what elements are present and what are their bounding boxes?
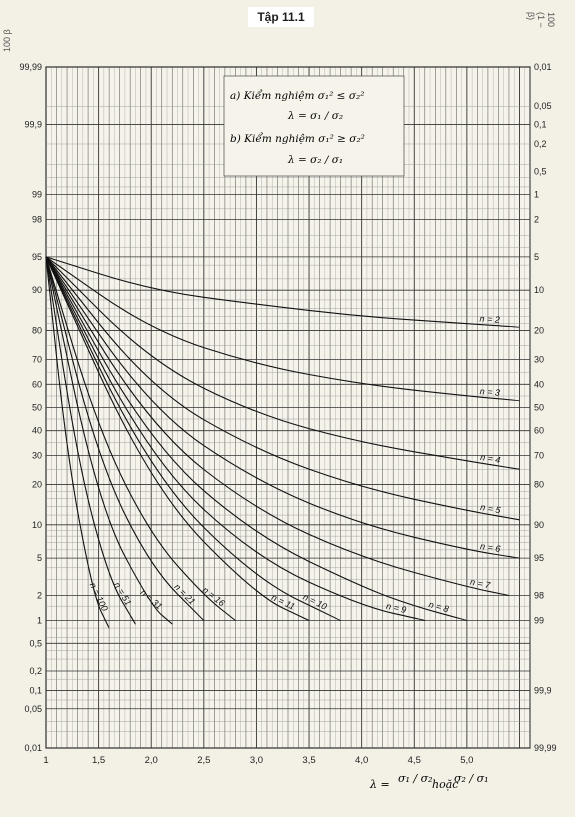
curve-label: n = 100 (87, 580, 110, 613)
curve-label: n = 21 (172, 581, 198, 607)
right-tick-label: 99,9 (534, 685, 552, 696)
left-tick-label: 0,01 (24, 743, 42, 753)
left-tick-label: 2 (36, 590, 42, 601)
x-axis-title (369, 772, 489, 791)
left-tick-label: 95 (31, 251, 42, 262)
curve-label: n = 16 (200, 584, 227, 609)
curve-label: n = 11 (269, 592, 297, 612)
curve-label: n = 8 (427, 599, 450, 615)
legend-line-a1: a) Kiểm nghiệm σ₁² ≤ σ₂² (230, 90, 365, 102)
left-tick-label: 0,5 (29, 638, 42, 649)
curve-label: n = 7 (469, 576, 492, 591)
left-tick-label: 90 (31, 285, 42, 296)
left-tick-label: 99,9 (24, 119, 42, 130)
right-tick-label: 0,01 (534, 62, 552, 72)
x-tick-label: 3,0 (249, 755, 264, 766)
left-tick-label: 20 (31, 479, 42, 490)
curve-label: n = 31 (138, 587, 165, 612)
legend-line-b2: λ = σ₂ / σ₁ (288, 154, 344, 166)
left-tick-label: 80 (31, 325, 42, 336)
left-tick-label: 70 (31, 354, 42, 365)
x-tick-label: 5,0 (460, 755, 474, 766)
left-tick-label: 40 (31, 425, 42, 436)
curve-label: n = 2 (479, 313, 501, 325)
right-tick-label: 98 (534, 590, 545, 601)
right-tick-label: 0,1 (534, 119, 547, 130)
x-axis-title-lambda: λ = (370, 778, 390, 791)
left-tick-label: 0,05 (24, 703, 42, 714)
right-tick-label: 5 (534, 251, 540, 262)
curve-label: n = 4 (479, 452, 502, 466)
left-axis-title: 100 β (2, 29, 12, 52)
right-tick-label: 20 (534, 325, 545, 336)
right-tick-label: 40 (534, 379, 545, 390)
x-tick-label: 4,0 (355, 755, 369, 766)
left-tick-label: 99,99 (19, 62, 42, 72)
right-axis-title: 100 (1 − β) (526, 12, 556, 28)
right-tick-label: 99 (534, 615, 545, 626)
x-tick-label: 4,5 (407, 755, 421, 766)
left-tick-label: 50 (31, 402, 42, 413)
right-tick-label: 0,5 (534, 166, 547, 177)
legend-line-a2: λ = σ₁ / σ₂ (288, 110, 344, 122)
curve-label: n = 5 (479, 502, 502, 516)
x-axis-title-ratio-a: σ₁ / σ₂ (398, 772, 433, 785)
right-tick-label: 2 (534, 214, 540, 225)
left-tick-label: 0,2 (29, 666, 42, 677)
right-tick-label: 90 (534, 519, 545, 530)
right-tick-label: 10 (534, 285, 545, 296)
x-tick-label: 2,5 (197, 755, 211, 766)
left-tick-label: 0,1 (29, 685, 42, 696)
left-tick-label: 10 (31, 519, 42, 530)
curve-label: n = 3 (479, 386, 501, 398)
right-tick-label: 70 (534, 450, 545, 461)
page-title: Tập 11.1 (248, 7, 314, 27)
x-axis-title-or: hoặc (432, 778, 459, 791)
x-tick-label: 2,0 (144, 755, 158, 766)
legend-box (224, 76, 404, 176)
left-tick-label: 5 (36, 553, 42, 564)
right-tick-label: 0,05 (534, 101, 552, 112)
right-tick-label: 95 (534, 553, 545, 564)
left-tick-label: 98 (31, 214, 42, 225)
curve-label: n = 6 (479, 540, 502, 554)
curve-label: n = 10 (301, 591, 329, 612)
right-tick-label: 1 (534, 189, 540, 200)
right-tick-label: 80 (534, 479, 545, 490)
curve-label: n = 51 (111, 580, 134, 608)
left-tick-label: 30 (31, 450, 42, 461)
right-tick-label: 60 (534, 425, 545, 436)
left-tick-label: 60 (31, 379, 42, 390)
right-tick-label: 30 (534, 354, 545, 365)
x-tick-label: 1 (43, 755, 49, 766)
right-tick-label: 50 (534, 402, 545, 413)
left-tick-label: 1 (36, 615, 42, 626)
legend-line-b1: b) Kiểm nghiệm σ₁² ≥ σ₂² (230, 133, 365, 145)
curve-label: n = 9 (385, 600, 408, 616)
x-tick-label: 1,5 (91, 755, 106, 766)
x-tick-label: 3,5 (302, 755, 316, 766)
x-axis-title-ratio-b: σ₂ / σ₁ (454, 772, 489, 785)
left-tick-label: 99 (31, 189, 42, 200)
right-tick-label: 0,2 (534, 138, 547, 149)
right-tick-label: 99,99 (534, 743, 557, 753)
